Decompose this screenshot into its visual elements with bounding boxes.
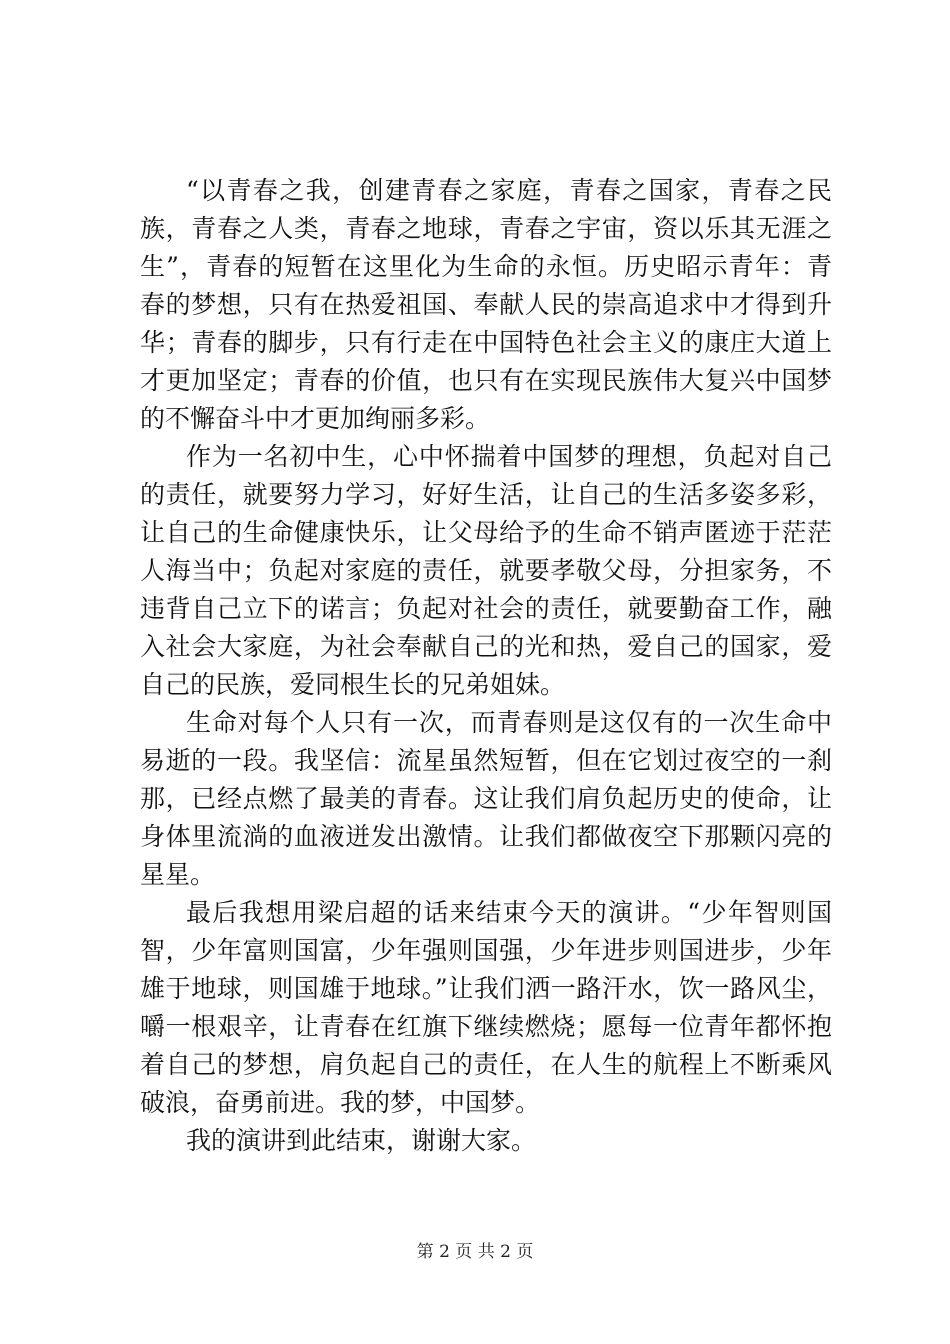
- page-number-label: 第 2 页 共 2 页: [416, 1242, 534, 1262]
- text-line: 破浪，奋勇前进。我的梦，中国梦。: [140, 1088, 541, 1117]
- text-line: 的不懈奋斗中才更加绚丽多彩。: [140, 404, 491, 433]
- text-line: 星星。: [140, 860, 216, 889]
- text-line: 违背自己立下的诺言；负起对社会的责任，就要勤奋工作，融: [140, 594, 832, 623]
- text-line: 的责任，就要努力学习，好好生活，让自己的生活多姿多彩，: [140, 480, 832, 509]
- text-line: 那，已经点燃了最美的青春。这让我们肩负起历史的使命，让: [140, 784, 832, 813]
- text-line: 才更加坚定；青春的价值，也只有在实现民族伟大复兴中国梦: [140, 366, 832, 395]
- text-line: 着自己的梦想，肩负起自己的责任，在人生的航程上不断乘风: [140, 1050, 832, 1079]
- text-line: 智，少年富则国富，少年强则国强，少年进步则国进步，少年: [140, 936, 832, 965]
- text-line: 我的演讲到此结束，谢谢大家。: [186, 1126, 537, 1155]
- page-footer: [0, 1240, 950, 1264]
- text-line: 族，青春之人类，青春之地球，青春之宇宙，资以乐其无涯之: [140, 214, 832, 243]
- text-line: “以青春之我，创建青春之家庭，青春之国家，青春之民: [186, 176, 832, 205]
- text-line: 雄于地球，则国雄于地球。”让我们洒一路汗水，饮一路风尘，: [140, 974, 832, 1003]
- text-line: 自己的民族，爱同根生长的兄弟姐妹。: [140, 670, 566, 699]
- text-line: 生命对每个人只有一次，而青春则是这仅有的一次生命中: [186, 708, 832, 737]
- text-line: 嚼一根艰辛，让青春在红旗下继续燃烧；愿每一位青年都怀抱: [140, 1012, 832, 1041]
- text-line: 春的梦想，只有在热爱祖国、奉献人民的崇高追求中才得到升: [140, 290, 832, 319]
- text-line: 入社会大家庭，为社会奉献自己的光和热，爱自己的国家，爱: [140, 632, 832, 661]
- text-line: 身体里流淌的血液迸发出激情。让我们都做夜空下那颗闪亮的: [140, 822, 832, 851]
- text-line: 人海当中；负起对家庭的责任，就要孝敬父母，分担家务，不: [140, 556, 832, 585]
- text-line: 易逝的一段。我坚信：流星虽然短暂，但在它划过夜空的一刹: [140, 746, 832, 775]
- paragraph: [140, 894, 832, 1122]
- paragraph: [140, 1122, 832, 1160]
- text-line: 华；青春的脚步，只有行走在中国特色社会主义的康庄大道上: [140, 328, 832, 357]
- document-body: [140, 172, 832, 1160]
- paragraph: [140, 438, 832, 704]
- text-line: 生”，青春的短暂在这里化为生命的永恒。历史昭示青年：青: [140, 252, 832, 281]
- text-line: 作为一名初中生，心中怀揣着中国梦的理想，负起对自己: [186, 442, 832, 471]
- text-line: 让自己的生命健康快乐，让父母给予的生命不销声匿迹于茫茫: [140, 518, 832, 547]
- paragraph: [140, 704, 832, 894]
- paragraph: [140, 172, 832, 438]
- text-line: 最后我想用梁启超的话来结束今天的演讲。“少年智则国: [186, 898, 832, 927]
